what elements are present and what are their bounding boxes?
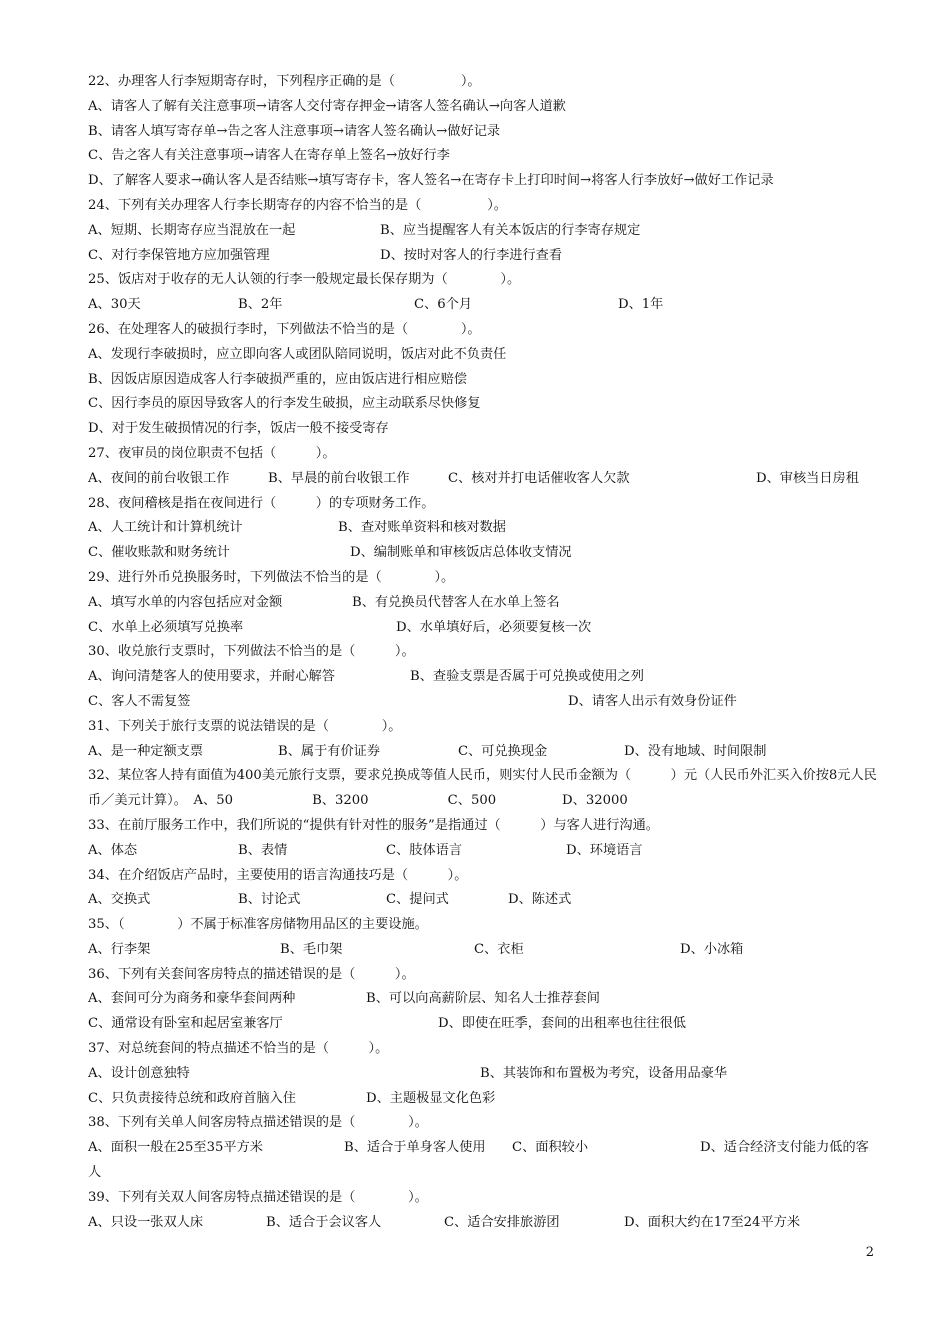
option: D、按时对客人的行李进行查看 (380, 247, 563, 263)
option-row (88, 541, 878, 566)
option-row (88, 368, 878, 393)
option-row (88, 392, 878, 417)
option: B、请客人填写寄存单→告之客人注意事项→请客人签名确认→做好记录 (88, 123, 501, 139)
option: D、1年 (618, 297, 664, 313)
option-row (88, 467, 878, 492)
option: A、交换式 (88, 892, 151, 908)
option-row (88, 665, 878, 690)
option-row (88, 1062, 878, 1087)
question-stem: 24、下列有关办理客人行李长期寄存的内容不恰当的是（ ）。 (88, 197, 507, 213)
question-stem: 32、某位客人持有面值为400美元旅行支票，要求兑换成等值人民币，则实付人民币金额为（ ）元（人民币外汇买入价按8元人民币／美元计算）。 A、50 B、3200 C、500 D、32000 (88, 768, 877, 809)
option: A、询问清楚客人的使用要求，并耐心解答 (88, 669, 335, 685)
option-row (88, 169, 878, 194)
option: C、水单上必须填写兑换率 (88, 619, 244, 635)
option: B、查对账单资料和核对数据 (338, 520, 506, 536)
option: A、人工统计和计算机统计 (88, 520, 243, 536)
option-row (88, 938, 878, 963)
option-row (88, 591, 878, 616)
option: C、告之客人有关注意事项→请客人在寄存单上签名→放好行李 (88, 148, 450, 164)
option: D、水单填好后，必须要复核一次 (396, 619, 592, 635)
option: 人 (88, 1165, 102, 1181)
question-stem: 38、下列有关单人间客房特点描述错误的是（ ）。 (88, 1115, 428, 1131)
option: D、面积大约在17至24平方米 (624, 1214, 801, 1230)
option: C、衣柜 (474, 941, 524, 957)
option: B、早晨的前台收银工作 (268, 470, 410, 486)
option: B、因饭店原因造成客人行李破损严重的，应由饭店进行相应赔偿 (88, 371, 467, 387)
option-row (88, 120, 878, 145)
option: D、主题极显文化色彩 (366, 1090, 496, 1106)
question-stem: 30、收兑旅行支票时，下列做法不恰当的是（ ）。 (88, 644, 415, 660)
option: A、发现行李破损时，应立即向客人或团队陪同说明，饭店对此不负责任 (88, 346, 507, 362)
option-row (88, 417, 878, 442)
question-stem: 33、在前厅服务工作中，我们所说的“提供有针对性的服务”是指通过（ ）与客人进行沟通。 (88, 817, 659, 833)
option-row (88, 293, 878, 318)
option: B、适合于会议客人 (266, 1214, 382, 1230)
option: B、应当提醒客人有关本饭店的行李寄存规定 (380, 222, 641, 238)
option: C、只负责接待总统和政府首脑入住 (88, 1090, 296, 1106)
option: A、行李架 (88, 941, 151, 957)
option: C、面积较小 (512, 1140, 589, 1156)
option: C、6个月 (414, 297, 473, 313)
option-row (88, 144, 878, 169)
option: D、环境语言 (566, 842, 643, 858)
option: C、催收账款和财务统计 (88, 545, 230, 561)
option: A、短期、长期寄存应当混放在一起 (88, 222, 296, 238)
question-stem: 39、下列有关双人间客房特点描述错误的是（ ）。 (88, 1189, 428, 1205)
option: B、讨论式 (238, 892, 301, 908)
option: D、适合经济支付能力低的客 (700, 1140, 869, 1156)
question-stem: 22、办理客人行李短期寄存时，下列程序正确的是（ ）。 (88, 74, 481, 89)
option: B、毛巾架 (280, 941, 343, 957)
option: C、客人不需复签 (88, 693, 191, 709)
option-row (88, 987, 878, 1012)
option: A、体态 (88, 842, 138, 858)
option: B、查验支票是否属于可兑换或使用之列 (410, 669, 644, 685)
question-stem: 34、在介绍饭店产品时，主要使用的语言沟通技巧是（ ）。 (88, 867, 468, 883)
option: C、适合安排旅游团 (444, 1214, 560, 1230)
option-row (88, 244, 878, 269)
option: A、填写水单的内容包括应对金额 (88, 594, 283, 610)
option-row (88, 516, 878, 541)
option: C、肢体语言 (386, 842, 463, 858)
option: B、其装饰和布置极为考究，设备用品豪华 (480, 1065, 728, 1081)
option-row (88, 1161, 878, 1186)
option: B、2年 (238, 297, 283, 313)
option: A、请客人了解有关注意事项→请客人交付寄存押金→请客人签名确认→向客人道歉 (88, 98, 566, 114)
option: A、面积一般在25至35平方米 (88, 1140, 263, 1156)
option: D、对于发生破损情况的行李，饭店一般不接受寄存 (88, 421, 389, 437)
question-stem: 36、下列有关套间客房特点的描述错误的是（ ）。 (88, 966, 415, 982)
option: C、提问式 (386, 892, 449, 908)
option: A、套间可分为商务和豪华套间两种 (88, 991, 296, 1007)
option-row (88, 616, 878, 641)
question-stem: 37、对总统套间的特点描述不恰当的是（ ）。 (88, 1041, 389, 1057)
question-stem: 25、饭店对于收存的无人认领的行李一般规定最长保存期为（ ）。 (88, 272, 521, 288)
option: D、小冰箱 (680, 941, 744, 957)
option-row (88, 839, 878, 864)
option: B、适合于单身客人使用 (344, 1140, 486, 1156)
option-row (88, 1012, 878, 1037)
option: C、可兑换现金 (458, 743, 548, 759)
question-stem: 28、夜间稽核是指在夜间进行（ ）的专项财务工作。 (88, 495, 435, 511)
option: D、审核当日房租 (756, 470, 859, 486)
option: B、表情 (238, 842, 288, 858)
question-stem: 35、（ ）不属于标准客房储物用品区的主要设施。 (88, 917, 428, 933)
option: A、夜间的前台收银工作 (88, 470, 230, 486)
option-row (88, 888, 878, 913)
question-stem: 27、夜审员的岗位职责不包括（ ）。 (88, 445, 336, 461)
option-row (88, 1136, 878, 1161)
question-stem: 26、在处理客人的破损行李时，下列做法不恰当的是（ ）。 (88, 321, 481, 337)
option: C、通常设有卧室和起居室兼客厅 (88, 1016, 283, 1032)
option: D、了解客人要求→确认客人是否结账→填写寄存卡，客人签名→在寄存卡上打印时间→将客人行李放好→做好工作记录 (88, 173, 774, 189)
question-stem: 29、进行外币兑换服务时，下列做法不恰当的是（ ）。 (88, 569, 455, 585)
option: D、陈述式 (508, 892, 572, 908)
option: C、因行李员的原因导致客人的行李发生破损，应主动联系尽快修复 (88, 396, 481, 412)
option-row (88, 343, 878, 368)
option: D、即使在旺季，套间的出租率也往往很低 (438, 1016, 686, 1032)
option: D、编制账单和审核饭店总体收支情况 (350, 545, 572, 561)
option-row (88, 219, 878, 244)
option: B、可以向高薪阶层、知名人士推荐套间 (366, 991, 600, 1007)
option-row (88, 1211, 878, 1236)
option-row (88, 740, 878, 765)
option: B、属于有价证券 (278, 743, 381, 759)
question-stem: 31、下列关于旅行支票的说法错误的是（ ）。 (88, 718, 402, 734)
option: D、请客人出示有效身份证件 (568, 693, 737, 709)
option: B、有兑换员代替客人在水单上签名 (352, 594, 560, 610)
option: A、是一种定额支票 (88, 743, 204, 759)
option-row (88, 690, 878, 715)
option: C、对行李保管地方应加强管理 (88, 247, 270, 263)
option: C、核对并打电话催收客人欠款 (448, 470, 630, 486)
page-number: 2 (865, 1245, 874, 1260)
option: A、只设一张双人床 (88, 1214, 204, 1230)
option: D、没有地域、时间限制 (624, 743, 767, 759)
option: A、设计创意独特 (88, 1065, 190, 1081)
option: A、30天 (88, 297, 141, 313)
option-row (88, 1087, 878, 1112)
option-row (88, 95, 878, 120)
question-list (88, 70, 878, 1235)
